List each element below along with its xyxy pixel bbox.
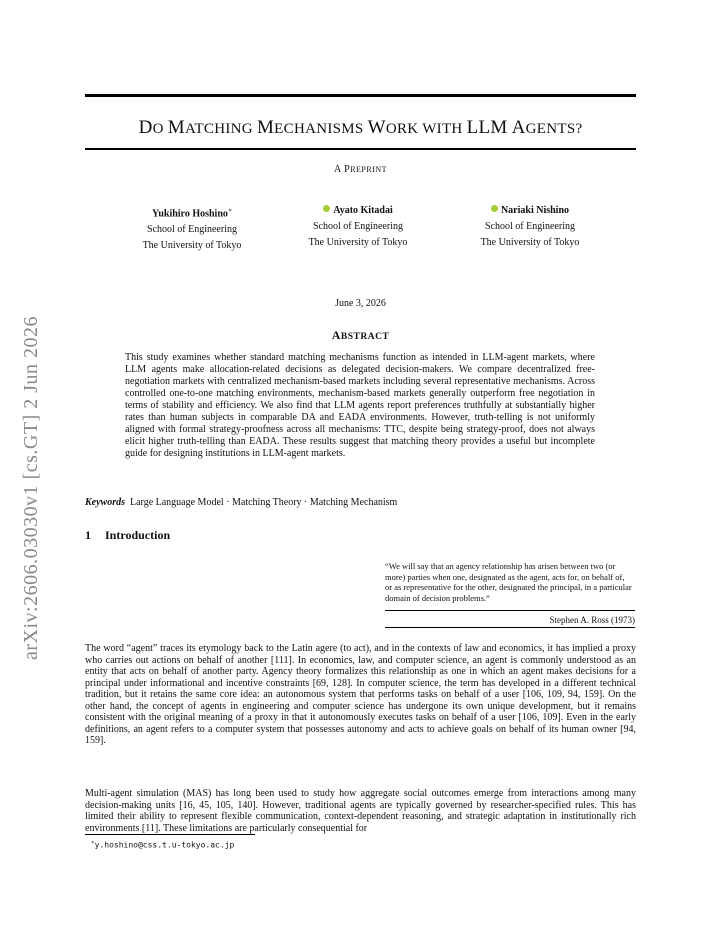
footnote: ∗y.hoshino@css.t.u-tokyo.ac.jp: [91, 839, 235, 850]
title-top-rule: [85, 94, 636, 97]
footnote-email[interactable]: y.hoshino@css.t.u-tokyo.ac.jp: [94, 840, 235, 850]
author-university: The University of Tokyo: [308, 237, 408, 248]
abstract-heading: ABSTRACT: [331, 328, 390, 342]
keywords-list: Large Language Model · Matching Theory · Matching Mechanism: [130, 497, 398, 508]
section-heading: [85, 528, 170, 543]
author-1: Yukihiro Hoshino∗ School of Engineering The University of Tokyo: [102, 203, 282, 254]
author-affiliation: School of Engineering: [147, 224, 237, 236]
author-3: [440, 203, 620, 251]
author-name: Nariaki Nishino: [500, 205, 570, 216]
section-title: Introduction: [105, 528, 171, 542]
epigraph-bottom-rule: [385, 627, 635, 628]
keywords-line: [85, 497, 636, 508]
author-2: [268, 203, 448, 251]
author-name: Yukihiro Hoshino: [152, 208, 228, 220]
intro-paragraph-2: Multi-agent simulation (MAS) has long been used to study how aggregate social outcomes emerge from interactions among many decision-making units [16, 45, 105, 140]. However, traditional agents are typically governed by researcher-specified rules. This has limited their ability to represent flexible communication, context-dependent reasoning, and strategic adaptation in institutionally rich environments [11]. These limitations are particularly consequential for: [85, 788, 636, 834]
section-number: 1: [85, 528, 91, 542]
preprint-label: A PREPRINT: [333, 164, 388, 175]
author-affiliation: School of Engineering: [313, 221, 403, 232]
author-name: Ayato Kitadai: [333, 205, 393, 216]
epigraph-rule: [385, 610, 635, 611]
author-university: The University of Tokyo: [480, 237, 580, 248]
epigraph-attribution: Stephen A. Ross (1973): [549, 615, 635, 625]
author-university: The University of Tokyo: [142, 240, 242, 252]
orcid-icon[interactable]: [491, 205, 498, 212]
author-affiliation: School of Engineering: [485, 221, 575, 232]
epigraph-quote: “We will say that an agency relationship has arisen between two (or more) parties when one, designated as the agent, acts for, on behalf of, or as representative for the other, designated the principal, in a particular domain of decision problems.”: [385, 561, 632, 603]
keywords-label: Keywords: [85, 497, 125, 508]
arxiv-sidebar-stamp: arXiv:2606.03030v1 [cs.GT] 2 Jun 2026: [20, 315, 42, 660]
abstract-text: This study examines whether standard matching mechanisms function as intended in LLM-agent markets, where LLM agents make allocation-related decisions as delegated decision-makers. We compare decentralized free-negotiation markets with centralized mechanism-based markets including several representative mechanisms. Across controlled one-to-one matching environments, mechanism-based markets generally outperform free negotiation in terms of stability and efficiency. We also find that LLM agents report preferences truthfully at substantially higher rates than human subjects in comparable DA and EADA environments. However, truth-telling is not uniformly aligned with formal strategy-proofness across all mechanisms: TTC, despite being strategy-proof, does not always elicit higher truth-telling than EADA. These results suggest that matching theory provides a useful but incomplete guide for designing institutions in LLM-agent markets.: [125, 352, 595, 459]
paper-title: DO MATCHING MECHANISMS WORK WITH LLM AGENTS?: [138, 117, 583, 138]
paper-date: June 3, 2026: [335, 298, 386, 309]
orcid-icon[interactable]: [323, 205, 330, 212]
intro-paragraph-1: The word “agent” traces its etymology back to the Latin agere (to act), and in the contexts of law and economics, it has implied a proxy who carries out actions on behalf of another [111]. In economics, law, and computer science, an agent is commonly understood as an entity that acts on behalf of another party. Agency theory formalizes this relationship as one in which an agent makes decisions for a principal under informational and incentive constraints [69, 128]. In computer science, the term has developed in a different technical tradition, but it retains the same core idea: an autonomous system that performs tasks on behalf of a user [106, 109, 94, 159]. On the other hand, the concept of agents in engineering and computer science has undergone its own unique development, but it remains consistent with the original meaning of a proxy in that it autonomously executes tasks on behalf of a user [106, 109]. Even in the early definitions, an agent refers to a computer system that possesses autonomy and acts to achieve goals on behalf of its human owner [94, 159].: [85, 643, 636, 746]
footnote-rule: [85, 834, 255, 835]
title-bottom-rule: [85, 148, 636, 150]
